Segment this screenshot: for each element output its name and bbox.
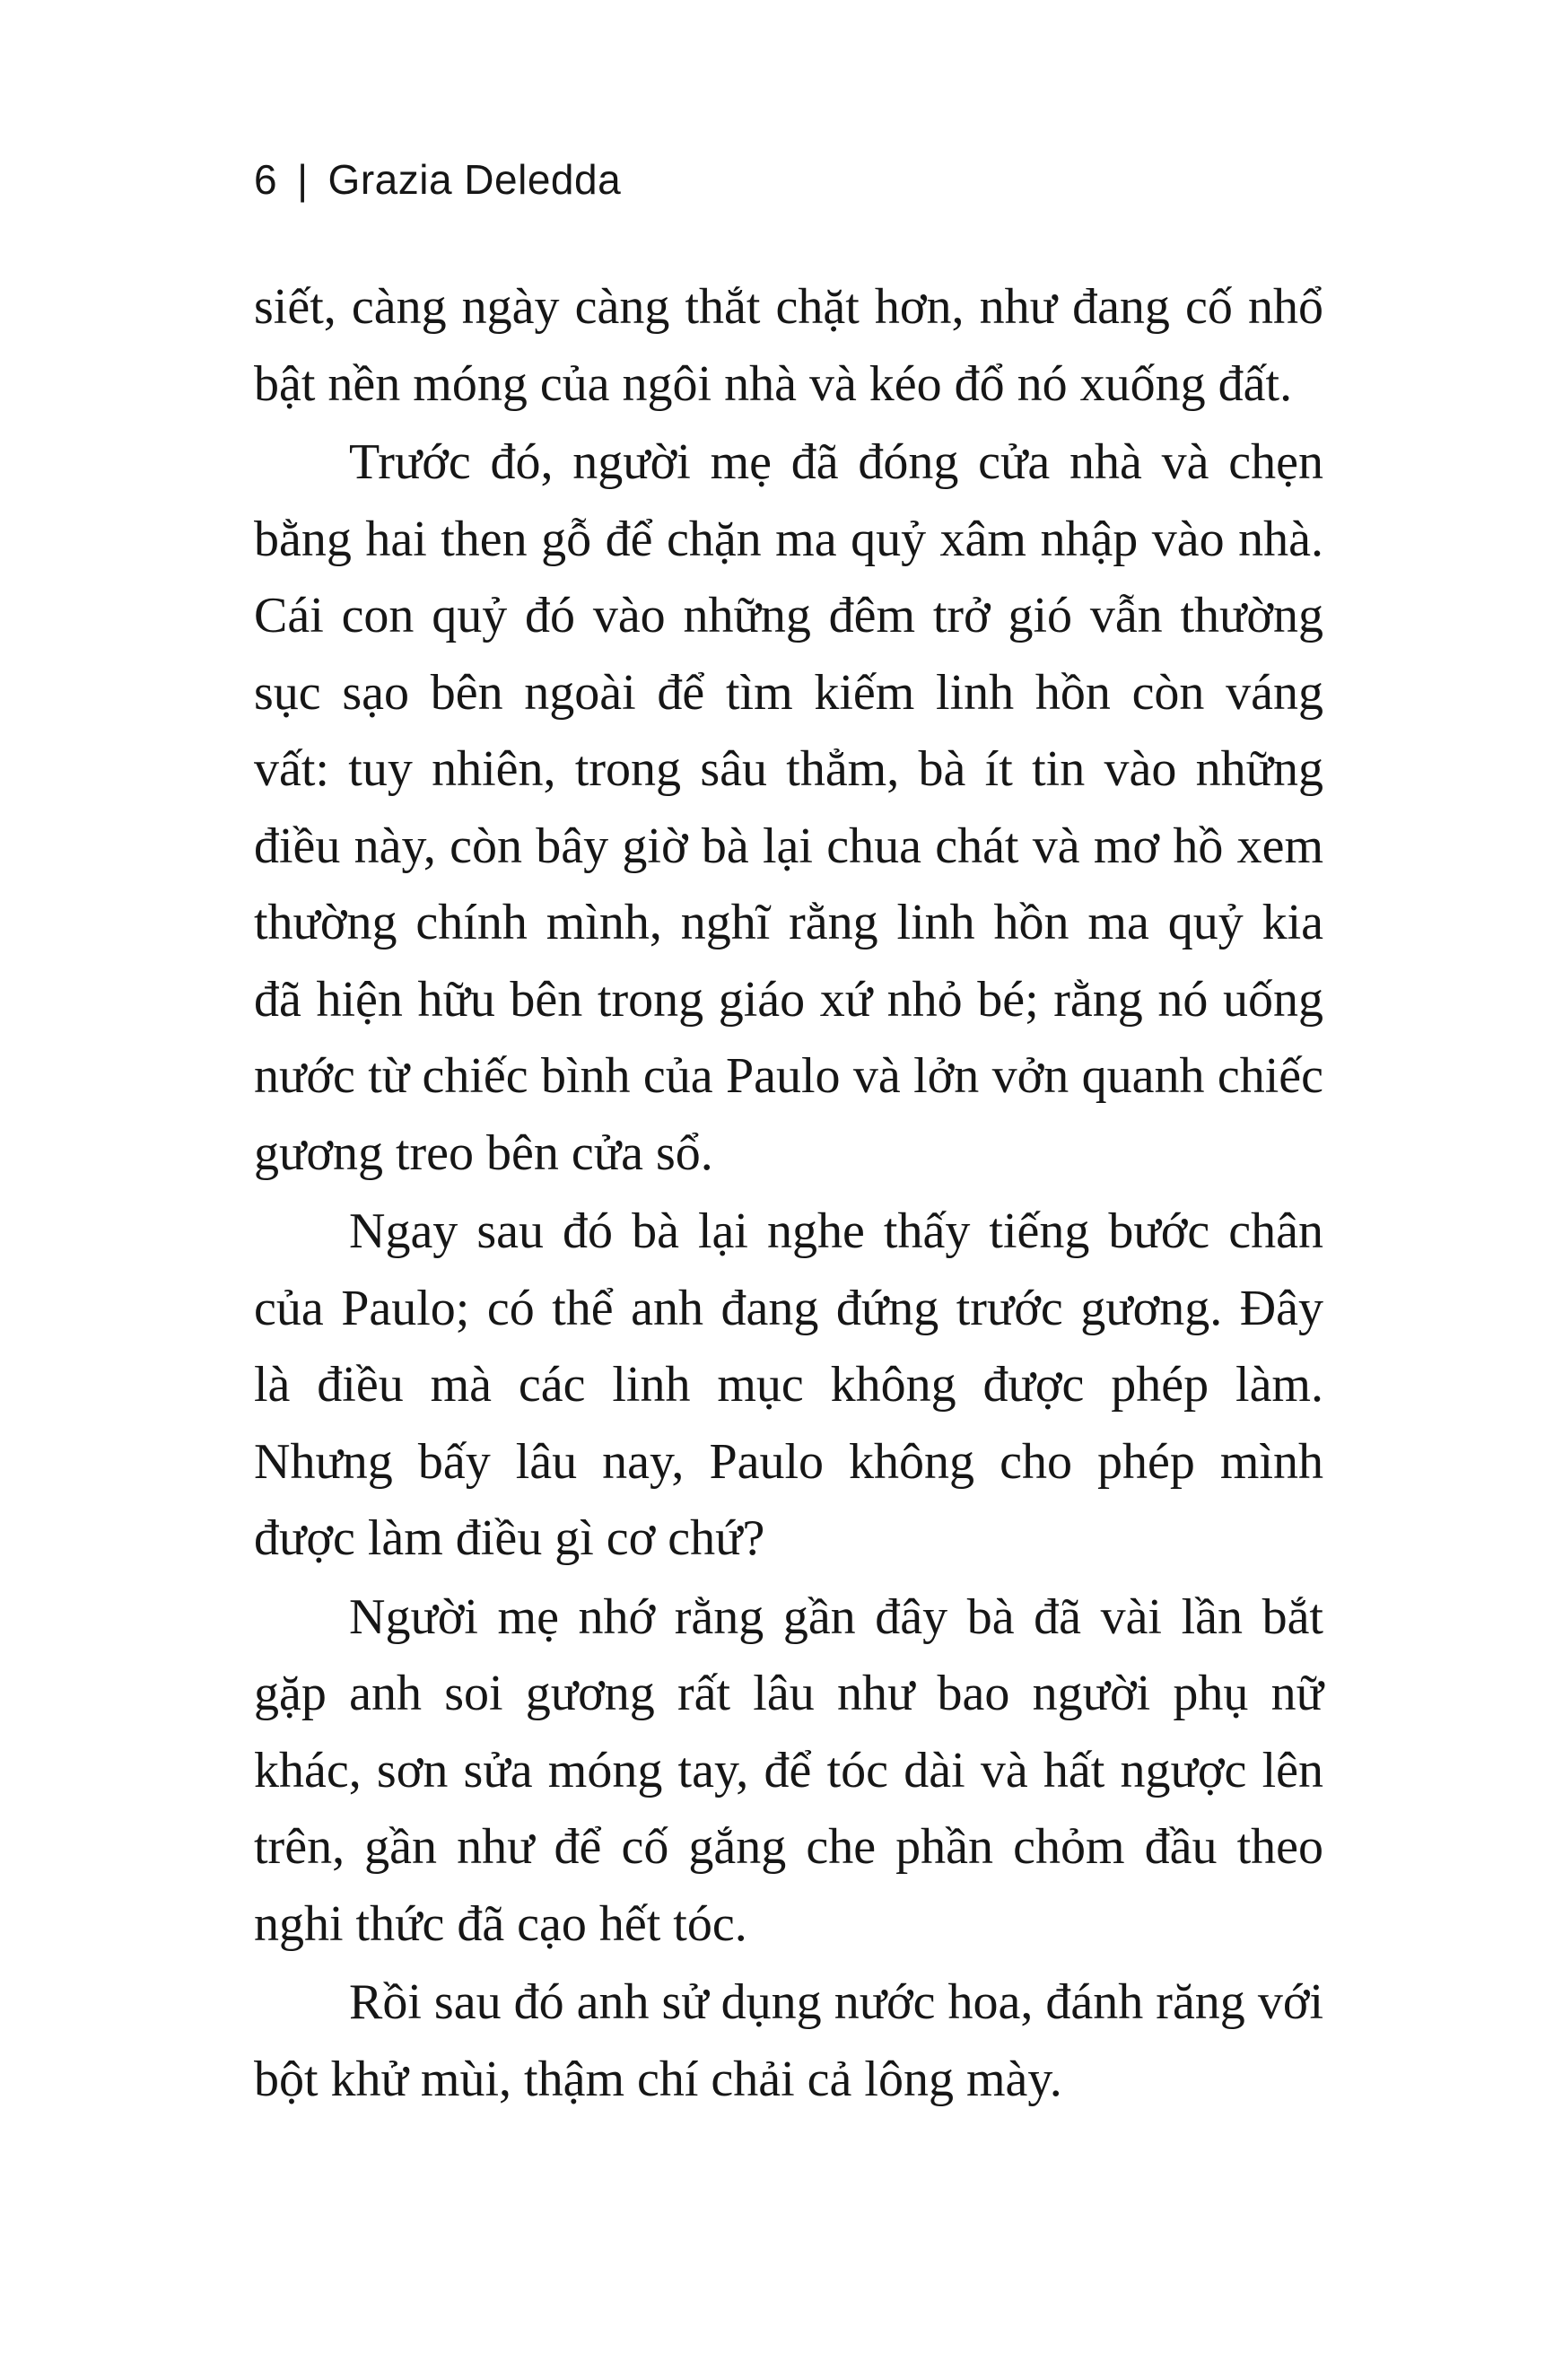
paragraph-continued: siết, càng ngày càng thắt chặt hơn, như đang cố nhổ bật nền móng của ngôi nhà và kéo đổ nó xuống đất. xyxy=(254,279,1323,412)
paragraph: Rồi sau đó anh sử dụng nước hoa, đánh răng với bột khử mùi, thậm chí chải cả lông mày. xyxy=(254,1974,1323,2107)
paragraph: Người mẹ nhớ rằng gần đây bà đã vài lần bắt gặp anh soi gương rất lâu như bao người phụ nữ khác, sơn sửa móng tay, để tóc dài và hất ngược lên trên, gần như để cố gắng che phần chỏm đầu theo nghi thức đã cạo hết tóc. xyxy=(254,1588,1323,1952)
body-text xyxy=(254,269,1323,2120)
page-number: 6 xyxy=(254,156,278,203)
author-name: Grazia Deledda xyxy=(327,156,622,203)
paragraph: Ngay sau đó bà lại nghe thấy tiếng bước chân của Paulo; có thể anh đang đứng trước gương. Đây là điều mà các linh mục không được phép làm. Nhưng bấy lâu nay, Paulo không cho phép mình được làm điều gì cơ chứ? xyxy=(254,1203,1323,1566)
running-head xyxy=(254,153,621,206)
paragraph: Trước đó, người mẹ đã đóng cửa nhà và chẹn bằng hai then gỗ để chặn ma quỷ xâm nhập vào nhà. Cái con quỷ đó vào những đêm trở gió vẫn thường sục sạo bên ngoài để tìm kiếm linh hồn còn váng vất: tuy nhiên, trong sâu thẳm, bà ít tin vào những điều này, còn bây giờ bà lại chua chát và mơ hồ xem thường chính mình, nghĩ rằng linh hồn ma quỷ kia đã hiện hữu bên trong giáo xứ nhỏ bé; rằng nó uống nước từ chiếc bình của Paulo và lởn vởn quanh chiếc gương treo bên cửa sổ. xyxy=(254,434,1323,1181)
header-separator: | xyxy=(297,156,309,203)
